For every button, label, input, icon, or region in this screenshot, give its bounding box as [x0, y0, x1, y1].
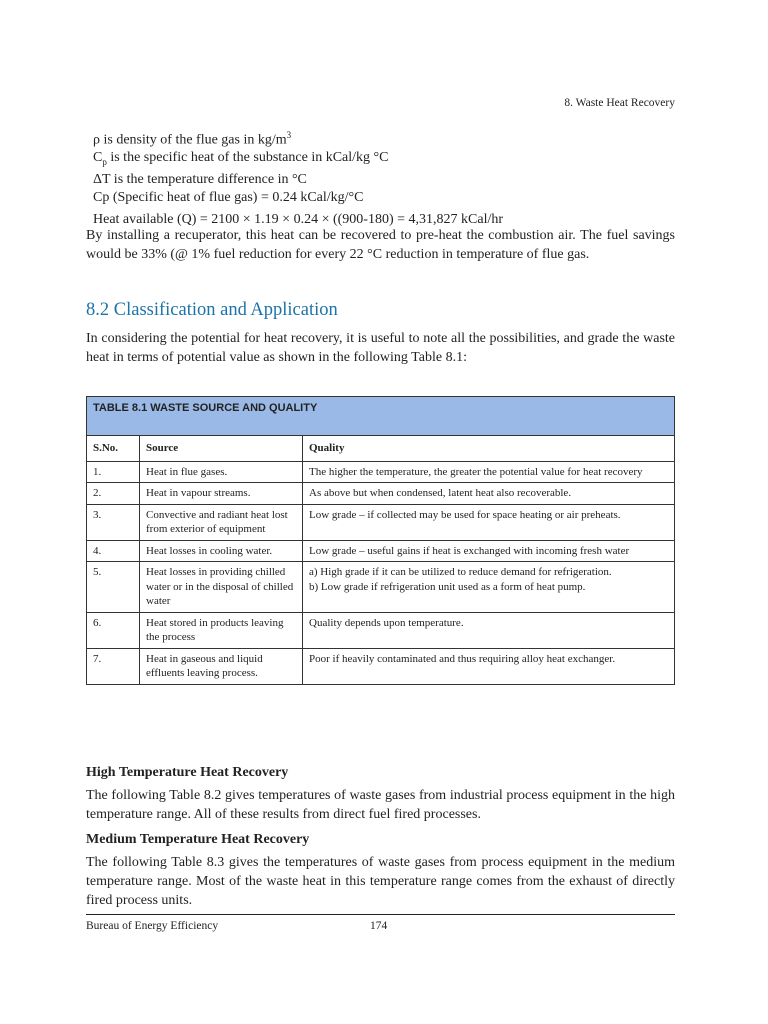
cell-source: Heat in flue gases. [140, 461, 303, 483]
quality-item-a: a) High grade if it can be utilized to reduce demand for refrigeration. [309, 566, 612, 578]
table-row [87, 562, 675, 613]
cell-quality: Poor if heavily contaminated and thus requiring alloy heat exchanger. [303, 648, 675, 684]
header-sno: S.No. [87, 436, 140, 462]
waste-source-table [86, 396, 675, 685]
cell-source: Heat in vapour streams. [140, 483, 303, 505]
delta-t-definition: ΔT is the temperature difference in °C [93, 172, 307, 188]
cell-source: Convective and radiant heat lost from exterior of equipment [140, 504, 303, 540]
high-temp-paragraph: The following Table 8.2 gives temperatures of waste gases from industrial process equipment in the high temperature range. All of these results from direct fuel fired processes. [86, 788, 675, 822]
running-header: 8. Waste Heat Recovery [564, 97, 675, 109]
table-row [87, 461, 675, 483]
cell-sno: 6. [87, 612, 140, 648]
cell-sno: 2. [87, 483, 140, 505]
table-caption-row [87, 397, 675, 436]
table-row [87, 540, 675, 562]
section-title: 8.2 Classification and Application [86, 300, 338, 320]
quality-item-b: b) Low grade if refrigeration unit used as a form of heat pump. [309, 580, 586, 593]
cell-sno: 7. [87, 648, 140, 684]
cell-source: Heat losses in cooling water. [140, 540, 303, 562]
cell-source: Heat in gaseous and liquid effluents leaving process. [140, 648, 303, 684]
cell-sno: 1. [87, 461, 140, 483]
cell-quality: Low grade – if collected may be used for space heating or air preheats. [303, 504, 675, 540]
header-source: Source [140, 436, 303, 462]
header-quality: Quality [303, 436, 675, 462]
cell-quality: As above but when condensed, latent heat also recoverable. [303, 483, 675, 505]
cell-quality [303, 562, 675, 613]
table-caption: TABLE 8.1 WASTE SOURCE AND QUALITY [87, 397, 675, 436]
rho-definition: ρ is density of the flue gas in $kg/m^3$ [93, 130, 292, 148]
cell-sno: 3. [87, 504, 140, 540]
table-row [87, 612, 675, 648]
cell-source: Heat stored in products leaving the process [140, 612, 303, 648]
table-row [87, 483, 675, 505]
footer-rule [86, 914, 675, 915]
recuperator-paragraph: By installing a recuperator, this heat can be recovered to pre-heat the combustion air. The fuel savings would be 33% (@ 1% fuel reduction for every 22 °C reduction in temperature of flue gas. [86, 228, 675, 262]
medium-temp-heading: Medium Temperature Heat Recovery [86, 832, 310, 847]
high-temp-heading: High Temperature Heat Recovery [86, 765, 289, 780]
cell-quality: The higher the temperature, the greater the potential value for heat recovery [303, 461, 675, 483]
cell-quality: Low grade – useful gains if heat is exchanged with incoming fresh water [303, 540, 675, 562]
medium-temp-paragraph: The following Table 8.3 gives the temperatures of waste gases from process equipment in the medium temperature range. Most of the waste heat in this temperature range comes from the exhaust of directly fired process units. [86, 855, 675, 908]
intro-paragraph: In considering the potential for heat recovery, it is useful to note all the possibilities, and grade the waste heat in terms of potential value as shown in the following Table 8.1: [86, 331, 675, 365]
cell-source: Heat losses in providing chilled water or in the disposal of chilled water [140, 562, 303, 613]
page-number: 174 [370, 920, 388, 932]
footer-publisher: Bureau of Energy Efficiency [86, 920, 219, 932]
cell-sno: 4. [87, 540, 140, 562]
cell-sno: 5. [87, 562, 140, 613]
table-row [87, 648, 675, 684]
variable-definitions [93, 127, 503, 229]
cp-flue-definition: Cp (Specific heat of flue gas) = 0.24 kCal/kg/°C [93, 189, 364, 205]
heat-available-equation: Heat available (Q) = 2100 × 1.19 × 0.24 × ((900-180) = 4,31,827 kCal/hr [93, 212, 504, 228]
cp-definition: $C_p$ is the specific heat of the substance in kCal/kg °C [93, 150, 389, 167]
table-row [87, 504, 675, 540]
cell-quality: Quality depends upon temperature. [303, 612, 675, 648]
table-header-row [87, 436, 675, 462]
